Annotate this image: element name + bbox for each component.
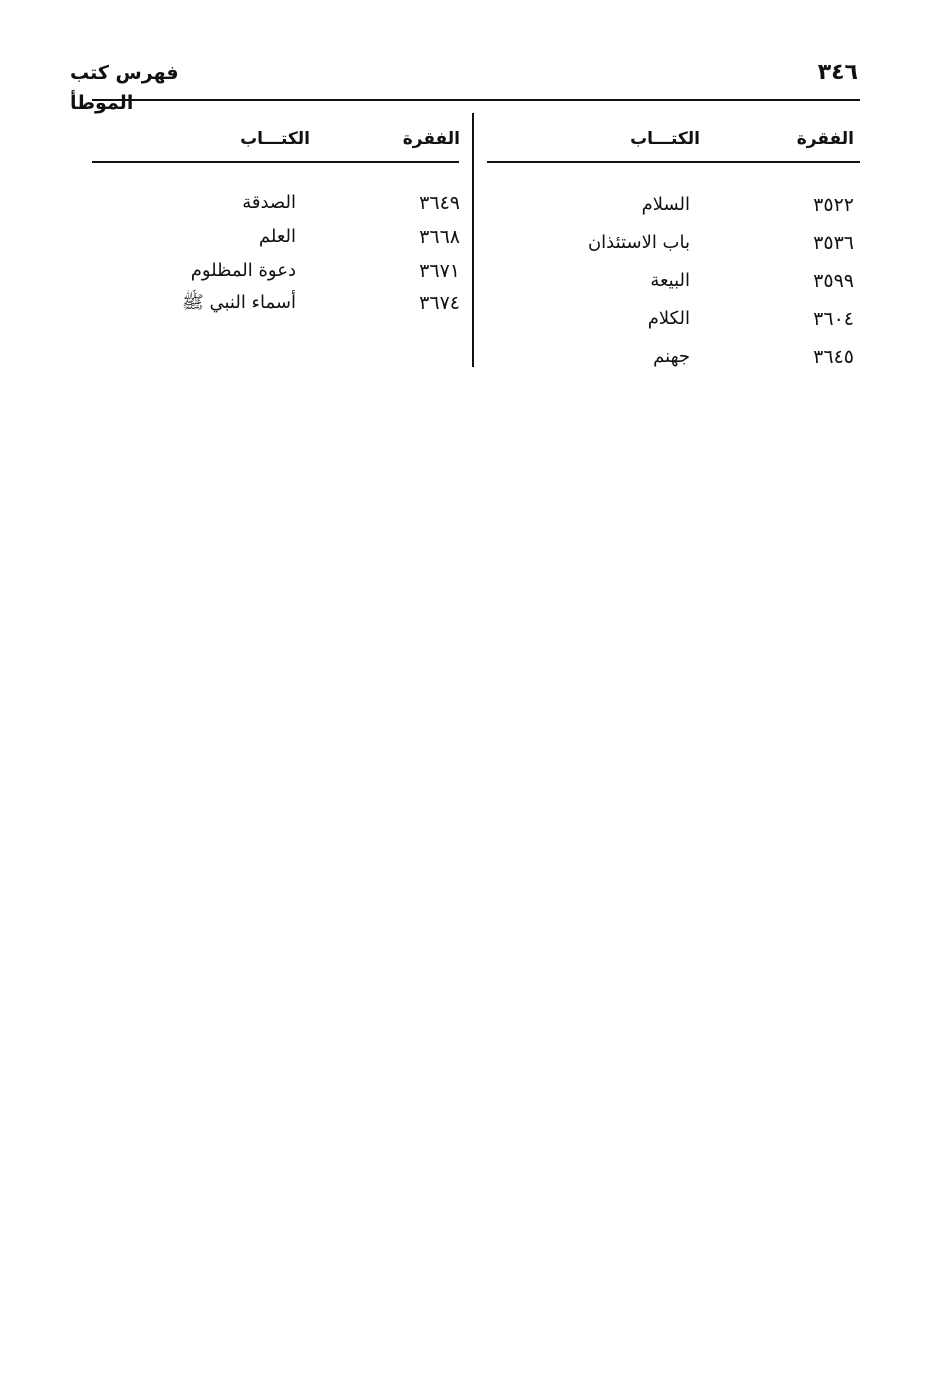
book-title: باب الاستئذان xyxy=(587,232,690,253)
paragraph-number: ٣٦٧٤ xyxy=(419,292,460,314)
paragraph-number: ٣٥٩٩ xyxy=(813,270,854,292)
column-heading-rule xyxy=(487,161,860,163)
book-title: دعوة المظلوم xyxy=(190,260,296,281)
book-title: جهنم xyxy=(653,346,690,367)
column-heading-rule xyxy=(92,161,459,163)
book-title: العلم xyxy=(258,226,296,247)
paragraph-number: ٣٦٤٩ xyxy=(419,192,460,214)
paragraph-number: ٣٦٦٨ xyxy=(419,226,460,248)
book-title: الصدقة xyxy=(242,192,296,213)
running-title: فهرس كتب الموطأ xyxy=(70,62,179,114)
paragraph-number: ٣٦٤٥ xyxy=(813,346,854,368)
book-title: الكلام xyxy=(647,308,690,329)
paragraph-number: ٣٦٧١ xyxy=(419,260,460,282)
column-heading-book: الكتـــاب xyxy=(240,129,310,149)
column-heading-paragraph: الفقرة xyxy=(796,129,854,149)
paragraph-number: ٣٥٢٢ xyxy=(813,194,854,216)
column-heading-paragraph: الفقرة xyxy=(402,129,460,149)
paragraph-number: ٣٥٣٦ xyxy=(813,232,854,254)
column-divider xyxy=(472,113,474,367)
book-title: أسماء النبي ﷺ xyxy=(182,292,296,313)
header-rule xyxy=(92,99,860,101)
book-title: البيعة xyxy=(650,270,690,291)
book-title: السلام xyxy=(641,194,690,215)
column-heading-book: الكتـــاب xyxy=(630,129,700,149)
page-number: ٣٤٦ xyxy=(817,60,858,85)
paragraph-number: ٣٦٠٤ xyxy=(813,308,854,330)
